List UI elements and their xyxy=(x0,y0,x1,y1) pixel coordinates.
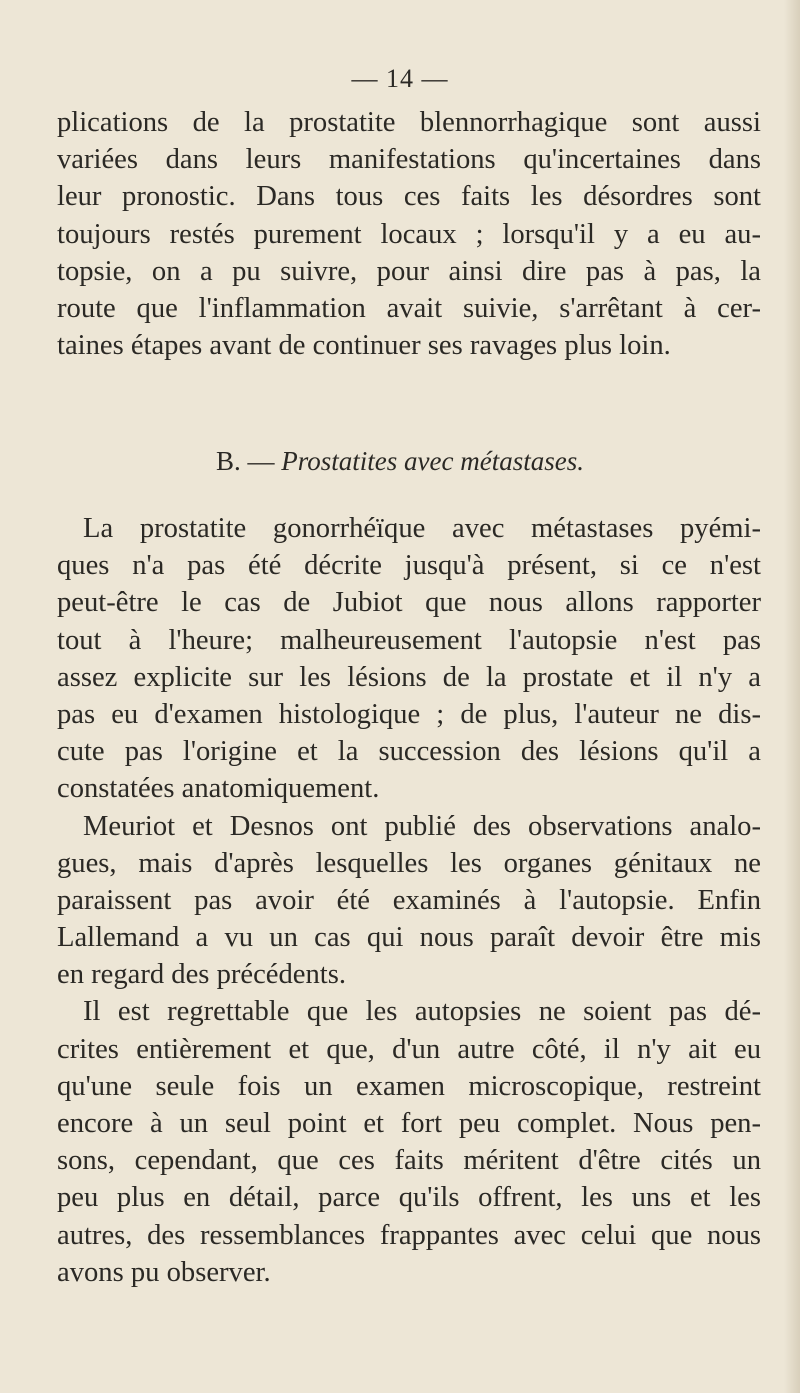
text-line: constatées anatomiquement. xyxy=(57,773,380,805)
text-line: avons pu observer. xyxy=(57,1256,271,1288)
section-heading-label: B. — xyxy=(216,446,275,476)
text-line: Meuriot et Desnos ont publié des observations analo- xyxy=(83,810,761,842)
section-heading-title: Prostatites avec métastases. xyxy=(281,446,584,476)
text-line: taines étapes avant de continuer ses ravages plus loin. xyxy=(57,330,671,362)
text-line: variées dans leurs manifestations qu'incertaines dans xyxy=(57,144,761,176)
text-line: toujours restés purement locaux ; lorsqu'il y a eu au- xyxy=(57,218,761,250)
page-edge-shadow xyxy=(784,0,800,1393)
text-line: sons, cependant, que ces faits méritent d'être cités un xyxy=(57,1145,761,1177)
page-number: — 14 — xyxy=(351,64,449,93)
text-line: topsie, on a pu suivre, pour ainsi dire pas à pas, la xyxy=(57,255,761,287)
text-line: plications de la prostatite blennorrhagique sont aussi xyxy=(57,107,761,138)
text-line: Il est regrettable que les autopsies ne soient pas dé- xyxy=(83,996,761,1028)
text-line: ques n'a pas été décrite jusqu'à présent, si ce n'est xyxy=(57,550,761,582)
text-line: qu'une seule fois un examen microscopique, restreint xyxy=(57,1070,761,1102)
text-line: peut-être le cas de Jubiot que nous allons rapporter xyxy=(57,587,761,619)
text-line: crites entièrement et que, d'un autre côté, il n'y ait eu xyxy=(57,1033,761,1065)
text-line: gues, mais d'après lesquelles les organes génitaux ne xyxy=(57,847,761,879)
text-line: tout à l'heure; malheureusement l'autopsie n'est pas xyxy=(57,624,761,656)
text-line: peu plus en détail, parce qu'ils offrent, les uns et les xyxy=(57,1182,761,1214)
text-line: Lallemand a vu un cas qui nous paraît devoir être mis xyxy=(57,922,761,954)
text-line: leur pronostic. Dans tous ces faits les désordres sont xyxy=(57,181,761,213)
text-line: route que l'inflammation avait suivie, s'arrêtant à cer- xyxy=(57,292,761,324)
paragraph-intro xyxy=(57,104,761,364)
text-line: pas eu d'examen histologique ; de plus, l'auteur ne dis- xyxy=(57,698,761,730)
text-line: assez explicite sur les lésions de la prostate et il n'y a xyxy=(57,661,761,693)
body-text xyxy=(57,510,761,1291)
text-line: en regard des précédents. xyxy=(57,959,346,991)
text-line: La prostatite gonorrhéïque avec métastases pyémi- xyxy=(83,513,761,544)
text-line: paraissent pas avoir été examinés à l'autopsie. Enfin xyxy=(57,884,761,916)
text-line: encore à un seul point et fort peu complet. Nous pen- xyxy=(57,1108,761,1139)
text-line: cute pas l'origine et la succession des lésions qu'il a xyxy=(57,736,761,768)
text-line: autres, des ressemblances frappantes avec celui que nous xyxy=(57,1219,761,1251)
section-heading xyxy=(0,446,800,477)
